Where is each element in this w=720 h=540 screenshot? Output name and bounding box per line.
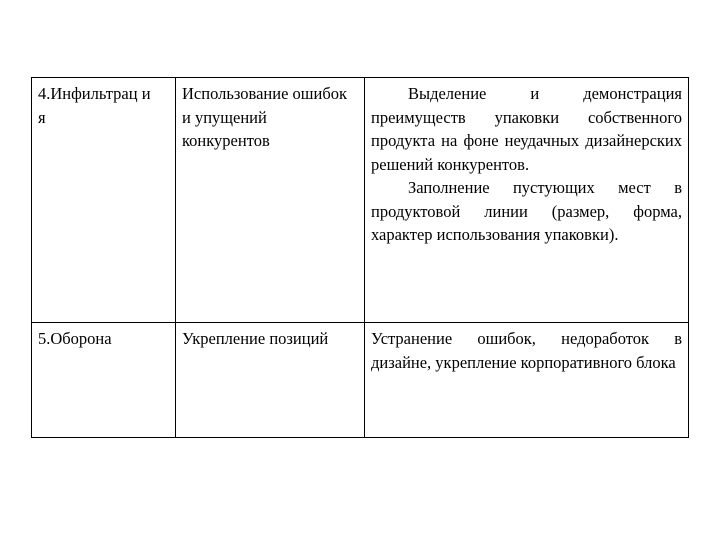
- table-row: [32, 78, 689, 323]
- actions-cell: [365, 323, 689, 438]
- actions-cell: [365, 78, 689, 323]
- action-text: Выделение и демонстрация преимуществ упаковки собственного продукта на фоне неудачных дизайнерских решений конкурентов.: [371, 84, 682, 174]
- stage-label: 5.Оборона: [38, 329, 112, 348]
- strategy-table: [31, 77, 689, 438]
- method-cell: [176, 78, 365, 323]
- method-cell: [176, 323, 365, 438]
- action-text: Устранение ошибок, недоработок в дизайне, укрепление корпоративного блока: [371, 329, 682, 372]
- stage-cell: [32, 323, 176, 438]
- stage-cell: [32, 78, 176, 323]
- table-row: [32, 323, 689, 438]
- stage-label: 4.Инфильтрац ия: [38, 84, 151, 127]
- action-text: Заполнение пустующих мест в продуктовой линии (размер, форма, характер использования упаковки).: [371, 178, 682, 244]
- method-text: Укрепление позиций: [182, 329, 329, 348]
- method-text: Использование ошибок и упущений конкурентов: [182, 84, 347, 150]
